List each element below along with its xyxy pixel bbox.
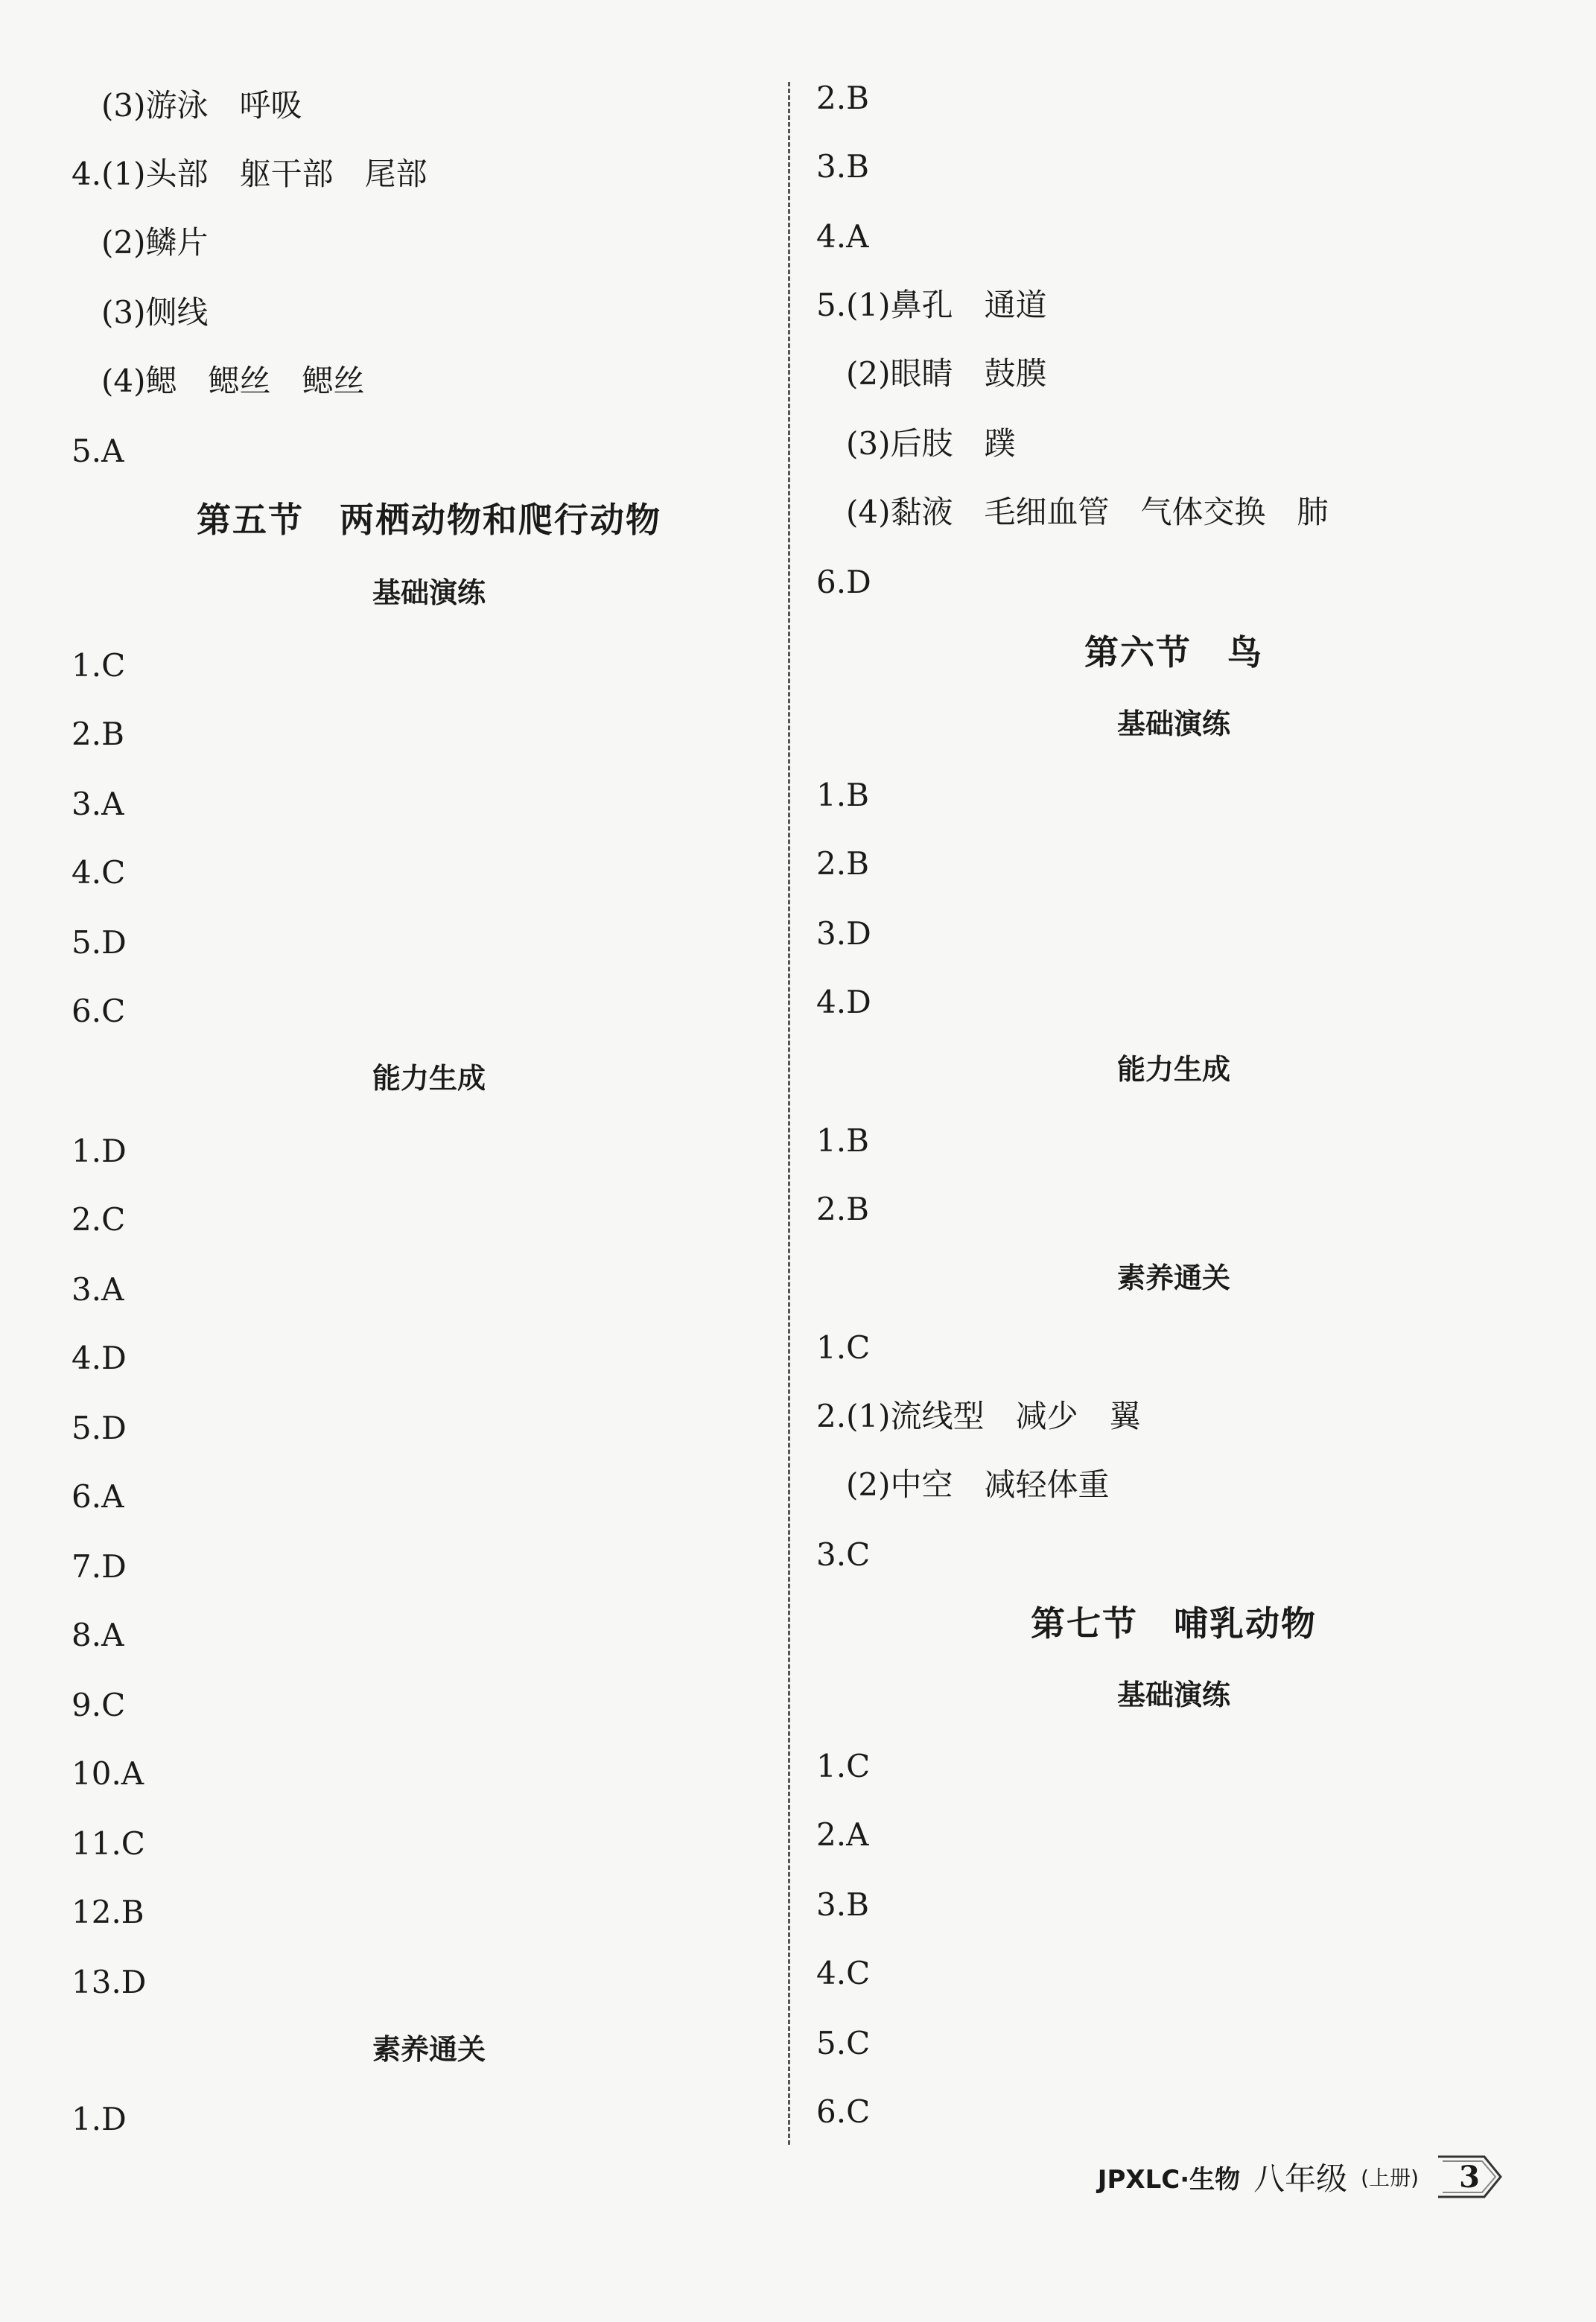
subsection-heading: 基础演练 [372,576,486,609]
answer-line: 2.(1)流线型 减少 翼 [816,1398,1141,1434]
answer-line: (2)中空 减轻体重 [846,1466,1110,1503]
answer-line: 3.B [816,1886,869,1923]
answer-line: 6.C [816,2093,871,2130]
answer-line: 8.A [71,1617,124,1653]
answer-line: (2)鳞片 [101,224,209,261]
answer-line: 3.C [816,1536,871,1573]
section-title: 第六节 鸟 [1084,632,1263,672]
page-number: 3 [1459,2159,1480,2195]
answer-line: 4.D [71,1340,127,1376]
answer-line: 4.C [816,1955,871,1991]
answer-line: 2.A [816,1816,869,1853]
answer-line: 1.B [816,777,869,813]
answer-line: 3.A [71,786,124,822]
subsection-heading: 能力生成 [372,1062,486,1095]
answer-line: (3)游泳 呼吸 [101,87,302,124]
column-divider [788,82,790,2145]
answer-line: 9.C [71,1687,126,1723]
answer-line: 4.A [816,218,869,255]
answer-line: 5.D [71,924,127,961]
subsection-heading: 基础演练 [1116,1679,1230,1711]
page-number-badge [1432,2151,1507,2203]
answer-line: 5.A [71,433,124,469]
answer-line: 6.A [71,1478,124,1515]
answer-line: 7.D [71,1548,127,1585]
answer-line: 5.(1)鼻孔 通道 [816,287,1047,323]
answer-line: 2.B [816,80,869,116]
answer-line: 5.C [816,2025,871,2061]
page-footer [1098,2151,1507,2203]
answer-line: 6.C [71,993,126,1029]
answer-line: (4)黏液 毛细血管 气体交换 肺 [846,494,1329,530]
answer-line: 1.B [816,1122,869,1159]
subsection-heading: 基础演练 [1116,707,1230,740]
answer-line: 3.B [816,148,869,185]
subsection-heading: 素养通关 [372,2033,486,2066]
answer-line: 2.B [816,1191,869,1227]
answer-line: 1.D [71,1133,127,1169]
answer-line: 2.B [816,845,869,882]
answer-line: 2.C [71,1201,126,1238]
subsection-heading: 素养通关 [1116,1262,1230,1294]
answer-line: 6.D [816,564,871,600]
grade-label: 八年级 [1253,2160,1348,2197]
answer-line: 4.(1)头部 躯干部 尾部 [71,156,427,192]
book-title: JPXLC·生物 [1097,2164,1241,2195]
answer-line: 5.D [71,1410,127,1446]
answer-line: (2)眼睛 鼓膜 [846,355,1047,392]
section-title: 第七节 哺乳动物 [1031,1603,1317,1644]
answer-line: 4.D [816,984,871,1020]
subsection-heading: 能力生成 [1116,1053,1230,1086]
answer-line: 3.D [816,915,871,952]
answer-line: 12.B [71,1894,144,1930]
answer-line: 11.C [71,1825,145,1862]
answer-line: 1.C [816,1748,871,1784]
answer-line: (3)侧线 [101,294,209,331]
answer-line: (3)后肢 蹼 [846,425,1016,462]
answer-line: 1.C [816,1329,871,1366]
answer-line: 1.C [71,647,126,684]
answer-line: 3.A [71,1271,124,1308]
answer-line: 10.A [71,1755,144,1792]
answer-line: 1.D [71,2101,127,2137]
answer-line: 2.B [71,716,124,752]
answer-line: 4.C [71,854,126,891]
answer-line: 13.D [71,1964,147,2000]
volume-label: (上册) [1361,2166,1419,2190]
section-title: 第五节 两栖动物和爬行动物 [197,500,661,540]
answer-line: (4)鳃 鳃丝 鳃丝 [101,363,365,399]
